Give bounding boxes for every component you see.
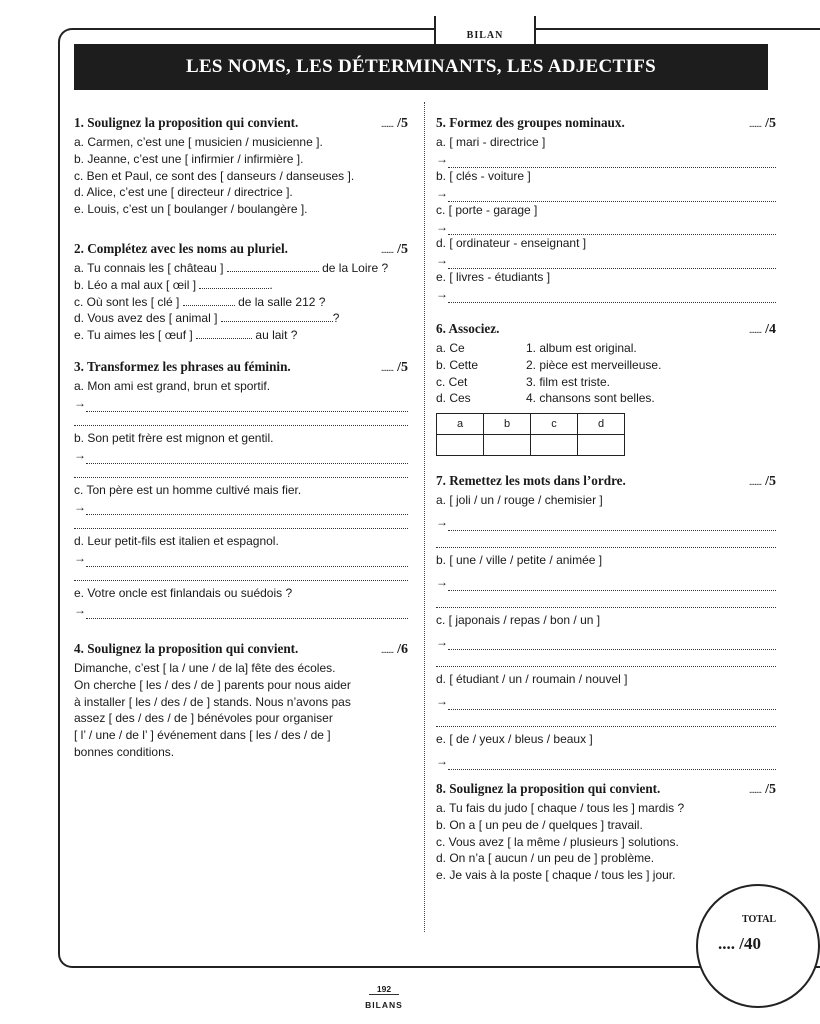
- exercise-3: [74, 358, 414, 640]
- grid-header: a: [437, 414, 484, 435]
- paragraph-line: à installer [ les / des / de ] stands. Nous n’avons pas: [74, 694, 351, 709]
- prompt: a. [ mari - directrice ]: [436, 135, 546, 149]
- answer-line[interactable]: →: [436, 252, 776, 269]
- paragraph-line: On cherche [ les / des / de ] parents pour nous aider: [74, 677, 351, 692]
- sentence: a. Tu connais les [ château ] de la Loire ?: [74, 261, 389, 275]
- answer-line[interactable]: →: [436, 569, 776, 591]
- prompt: d. [ ordinateur - enseignant ]: [436, 236, 587, 251]
- total-label: TOTAL: [742, 914, 777, 925]
- grid-answer-cell[interactable]: [531, 435, 578, 456]
- exercise-6: [436, 320, 776, 472]
- prompt: e. [ de / yeux / bleus / beaux ]: [436, 732, 593, 747]
- page-number: 192: [0, 984, 768, 995]
- exercise-8: [436, 780, 776, 884]
- sentence: c. Ton père est un homme cultivé mais fier.: [74, 482, 302, 497]
- exercise-score: ....... /5: [380, 242, 408, 257]
- answer-line[interactable]: →: [74, 498, 414, 515]
- exercise-score: ....... /5: [748, 474, 776, 489]
- answer-line[interactable]: →: [436, 185, 776, 202]
- paragraph-line: assez [ des / des / de ] bénévoles pour organiser: [74, 711, 333, 726]
- answer-blank[interactable]: [227, 260, 319, 272]
- bilan-label: BILAN: [466, 30, 504, 41]
- exercise-5: [436, 114, 776, 320]
- answer-line[interactable]: →: [436, 748, 776, 770]
- pair-row: a. Ce 1. album est original.: [436, 341, 637, 355]
- paragraph-line: [ l’ / une / de l’ ] événement dans [ les / des / de ]: [74, 728, 331, 743]
- sentence: e. Tu aimes les [ œuf ] au lait ?: [74, 328, 298, 343]
- answer-line[interactable]: →: [436, 509, 776, 531]
- grid-header: b: [484, 414, 531, 435]
- exercise-title: 1. Soulignez la proposition qui convient.: [74, 115, 299, 130]
- answer-line[interactable]: [436, 650, 776, 667]
- answer-line[interactable]: [436, 710, 776, 727]
- sentence: d. Vous avez des [ animal ] ?: [74, 311, 340, 326]
- grid-header: c: [531, 414, 578, 435]
- answer-line[interactable]: →: [74, 602, 414, 619]
- prompt: c. [ japonais / repas / bon / un ]: [436, 612, 601, 627]
- exercise-4: [74, 640, 414, 761]
- exercise-score: ....... /5: [380, 360, 408, 375]
- exercise-1: [74, 114, 414, 240]
- sentence: c. Vous avez [ la même / plusieurs ] solutions.: [436, 834, 679, 849]
- prompt: d. [ étudiant / un / roumain / nouvel ]: [436, 672, 628, 687]
- answer-line[interactable]: →: [74, 550, 414, 567]
- answer-line[interactable]: →: [436, 218, 776, 235]
- grid-header: d: [578, 414, 625, 435]
- paragraph-line: Dimanche, c’est [ la / une / de la] fête des écoles.: [74, 661, 336, 675]
- exercise-score: ....... /4: [748, 322, 776, 337]
- grid-answer-cell[interactable]: [484, 435, 531, 456]
- exercise-title: 3. Transformez les phrases au féminin.: [74, 359, 291, 374]
- sentence: e. Votre oncle est finlandais ou suédois ?: [74, 586, 293, 601]
- answer-blank[interactable]: [199, 277, 269, 289]
- prompt: b. [ clés - voiture ]: [436, 168, 531, 183]
- sentence: b. Son petit frère est mignon et gentil.: [74, 430, 274, 445]
- page-title: LES NOMS, LES DÉTERMINANTS, LES ADJECTIFS: [74, 44, 768, 90]
- answer-grid: [436, 413, 625, 456]
- answer-line[interactable]: [74, 464, 408, 478]
- exercise-title: 6. Associez.: [436, 321, 500, 336]
- sentence: e. Louis, c’est un [ boulanger / boulangère ].: [74, 202, 308, 217]
- sentence: a. Mon ami est grand, brun et sportif.: [74, 379, 271, 393]
- exercise-7: [436, 472, 776, 780]
- exercise-score: ....... /5: [748, 782, 776, 797]
- answer-blank[interactable]: [196, 327, 252, 339]
- grid-answer-cell[interactable]: [437, 435, 484, 456]
- answer-line[interactable]: →: [436, 286, 776, 303]
- prompt: a. [ joli / un / rouge / chemisier ]: [436, 493, 603, 507]
- paragraph-line: bonnes conditions.: [74, 744, 175, 759]
- right-column: [436, 114, 776, 884]
- column-divider: [424, 102, 425, 932]
- exercise-2: [74, 240, 414, 358]
- exercise-title: 8. Soulignez la proposition qui convient.: [436, 781, 661, 796]
- sentence: d. On n’a [ aucun / un peu de ] problème.: [436, 851, 655, 866]
- sentence: b. Jeanne, c’est une [ infirmier / infirmière ].: [74, 151, 304, 166]
- prompt: b. [ une / ville / petite / animée ]: [436, 552, 603, 567]
- exercise-title: 4. Soulignez la proposition qui convient.: [74, 641, 299, 656]
- sentence: c. Ben et Paul, ce sont des [ danseurs / danseuses ].: [74, 168, 355, 183]
- answer-blank[interactable]: [183, 294, 235, 306]
- left-column: [74, 114, 414, 761]
- prompt: c. [ porte - garage ]: [436, 202, 538, 217]
- exercise-title: 2. Complétez avec les noms au pluriel.: [74, 241, 288, 256]
- sentence: d. Leur petit-fils est italien et espagnol.: [74, 534, 279, 549]
- answer-line[interactable]: [74, 515, 408, 529]
- footer-label: BILANS: [365, 1000, 403, 1010]
- answer-line[interactable]: →: [74, 447, 414, 464]
- sentence: c. Où sont les [ clé ] de la salle 212 ?: [74, 294, 326, 309]
- answer-line[interactable]: [74, 567, 408, 581]
- answer-line[interactable]: →: [436, 628, 776, 650]
- exercise-score: ....... /5: [748, 116, 776, 131]
- prompt: e. [ livres - étudiants ]: [436, 270, 551, 285]
- sentence: e. Je vais à la poste [ chaque / tous les ] jour.: [436, 868, 676, 883]
- pair-row: b. Cette 2. pièce est merveilleuse.: [436, 357, 662, 372]
- answer-line[interactable]: [436, 591, 776, 608]
- answer-line[interactable]: →: [436, 151, 776, 168]
- grid-answer-cell[interactable]: [578, 435, 625, 456]
- answer-line[interactable]: →: [436, 688, 776, 710]
- pair-row: d. Ces 4. chansons sont belles.: [436, 391, 655, 406]
- answer-blank[interactable]: [221, 310, 333, 322]
- sentence: d. Alice, c’est une [ directeur / directrice ].: [74, 185, 293, 200]
- exercise-title: 5. Formez des groupes nominaux.: [436, 115, 625, 130]
- exercise-title: 7. Remettez les mots dans l’ordre.: [436, 473, 626, 488]
- sentence: a. Tu fais du judo [ chaque / tous les ] mardis ?: [436, 801, 685, 815]
- answer-line[interactable]: [436, 531, 776, 548]
- exercise-score: ....... /5: [380, 116, 408, 131]
- answer-line[interactable]: →: [74, 395, 414, 412]
- sentence: a. Carmen, c’est une [ musicien / musicienne ].: [74, 135, 323, 149]
- pair-row: c. Cet 3. film est triste.: [436, 374, 611, 389]
- sentence: b. Léo a mal aux [ œil ] .: [74, 277, 273, 292]
- sentence: b. On a [ un peu de / quelques ] travail.: [436, 817, 643, 832]
- exercise-score: ....... /6: [380, 642, 408, 657]
- answer-line[interactable]: [74, 412, 408, 426]
- total-value[interactable]: .... /40: [718, 934, 761, 953]
